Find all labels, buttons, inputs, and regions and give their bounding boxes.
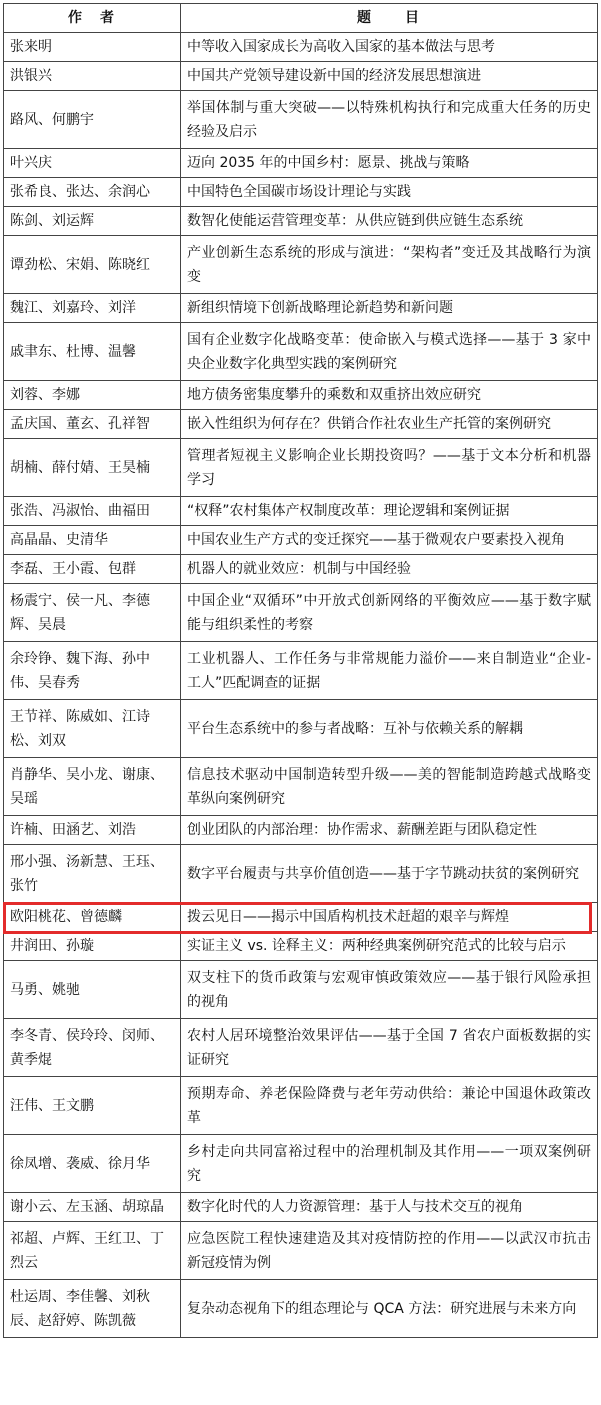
author-cell: 余玲铮、魏下海、孙中伟、吴春秀 [4, 642, 181, 700]
author-cell: 张来明 [4, 33, 181, 62]
table-row [4, 62, 598, 91]
table-row [4, 584, 598, 642]
author-cell: 陈剑、刘运辉 [4, 207, 181, 236]
title-cell: 乡村走向共同富裕过程中的治理机制及其作用——一项双案例研究 [181, 1135, 598, 1193]
table-row [4, 33, 598, 62]
table-row [4, 439, 598, 497]
table-row [4, 903, 598, 932]
table-row [4, 1222, 598, 1280]
author-cell: 高晶晶、史清华 [4, 526, 181, 555]
author-cell: 叶兴庆 [4, 149, 181, 178]
table-row [4, 816, 598, 845]
table-row [4, 497, 598, 526]
title-cell: 中国农业生产方式的变迁探究——基于微观农户要素投入视角 [181, 526, 598, 555]
author-cell: 刘蓉、李娜 [4, 381, 181, 410]
author-cell: 祁超、卢辉、王红卫、丁烈云 [4, 1222, 181, 1280]
author-cell: 戚聿东、杜博、温馨 [4, 323, 181, 381]
title-cell: 中国特色全国碳市场设计理论与实践 [181, 178, 598, 207]
title-cell: 农村人居环境整治效果评估——基于全国 7 省农户面板数据的实证研究 [181, 1019, 598, 1077]
author-column-header: 作 者 [4, 4, 181, 33]
author-cell: 魏江、刘嘉玲、刘洋 [4, 294, 181, 323]
title-cell: 创业团队的内部治理：协作需求、薪酬差距与团队稳定性 [181, 816, 598, 845]
table-row [4, 149, 598, 178]
author-cell: 张浩、冯淑怡、曲福田 [4, 497, 181, 526]
title-cell: 数字化时代的人力资源管理：基于人与技术交互的视角 [181, 1193, 598, 1222]
title-cell: 中等收入国家成长为高收入国家的基本做法与思考 [181, 33, 598, 62]
table-row [4, 758, 598, 816]
title-cell: 国有企业数字化战略变革：使命嵌入与模式选择——基于 3 家中央企业数字化典型实践的案例研究 [181, 323, 598, 381]
paper-table [3, 3, 598, 1338]
table-row [4, 555, 598, 584]
title-cell: 中国共产党领导建设新中国的经济发展思想演进 [181, 62, 598, 91]
table-row [4, 207, 598, 236]
title-column-header: 题 目 [181, 4, 598, 33]
author-cell: 汪伟、王文鹏 [4, 1077, 181, 1135]
table-row [4, 526, 598, 555]
author-cell: 邢小强、汤新慧、王珏、张竹 [4, 845, 181, 903]
title-cell: 地方债务密集度攀升的乘数和双重挤出效应研究 [181, 381, 598, 410]
title-cell: 数智化使能运营管理变革：从供应链到供应链生态系统 [181, 207, 598, 236]
title-cell: “权释”农村集体产权制度改革：理论逻辑和案例证据 [181, 497, 598, 526]
table-row [4, 91, 598, 149]
table-row [4, 1019, 598, 1077]
title-cell: 举国体制与重大突破——以特殊机构执行和完成重大任务的历史经验及启示 [181, 91, 598, 149]
author-cell: 李冬青、侯玲玲、闵师、黄季焜 [4, 1019, 181, 1077]
table-row [4, 700, 598, 758]
paper-list [3, 3, 597, 1338]
author-cell: 谭劲松、宋娟、陈晓红 [4, 236, 181, 294]
author-cell: 王节祥、陈威如、江诗松、刘双 [4, 700, 181, 758]
table-row [4, 961, 598, 1019]
author-cell: 张希良、张达、余润心 [4, 178, 181, 207]
table-row [4, 1077, 598, 1135]
author-cell: 杜运周、李佳馨、刘秋辰、赵舒婷、陈凯薇 [4, 1280, 181, 1338]
author-cell: 杨震宁、侯一凡、李德辉、吴晨 [4, 584, 181, 642]
author-cell: 许楠、田涵艺、刘浩 [4, 816, 181, 845]
author-cell: 欧阳桃花、曾德麟 [4, 903, 181, 932]
author-cell: 路风、何鹏宇 [4, 91, 181, 149]
author-cell: 李磊、王小霞、包群 [4, 555, 181, 584]
title-cell: 产业创新生态系统的形成与演进：“架构者”变迁及其战略行为演变 [181, 236, 598, 294]
table-body [4, 33, 598, 1338]
author-cell: 孟庆国、董玄、孔祥智 [4, 410, 181, 439]
title-cell: 复杂动态视角下的组态理论与 QCA 方法：研究进展与未来方向 [181, 1280, 598, 1338]
table-row [4, 381, 598, 410]
title-cell: 双支柱下的货币政策与宏观审慎政策效应——基于银行风险承担的视角 [181, 961, 598, 1019]
table-row [4, 1193, 598, 1222]
title-cell: 数字平台履责与共享价值创造——基于字节跳动扶贫的案例研究 [181, 845, 598, 903]
title-cell: 拨云见日——揭示中国盾构机技术赶超的艰辛与辉煌 [181, 903, 598, 932]
table-header-row [4, 4, 598, 33]
table-row [4, 323, 598, 381]
author-cell: 肖静华、吴小龙、谢康、吴瑶 [4, 758, 181, 816]
title-cell: 信息技术驱动中国制造转型升级——美的智能制造跨越式战略变革纵向案例研究 [181, 758, 598, 816]
table-row [4, 410, 598, 439]
table-row [4, 1135, 598, 1193]
table-row [4, 236, 598, 294]
table-row [4, 178, 598, 207]
table-row [4, 642, 598, 700]
table-row [4, 294, 598, 323]
author-cell: 胡楠、薛付婧、王昊楠 [4, 439, 181, 497]
title-cell: 预期寿命、养老保险降费与老年劳动供给：兼论中国退休政策改革 [181, 1077, 598, 1135]
title-cell: 工业机器人、工作任务与非常规能力溢价——来自制造业“企业-工人”匹配调查的证据 [181, 642, 598, 700]
author-cell: 马勇、姚驰 [4, 961, 181, 1019]
author-cell: 洪银兴 [4, 62, 181, 91]
title-cell: 应急医院工程快速建造及其对疫情防控的作用——以武汉市抗击新冠疫情为例 [181, 1222, 598, 1280]
table-row [4, 932, 598, 961]
title-cell: 新组织情境下创新战略理论新趋势和新问题 [181, 294, 598, 323]
table-row [4, 1280, 598, 1338]
title-cell: 管理者短视主义影响企业长期投资吗？——基于文本分析和机器学习 [181, 439, 598, 497]
title-cell: 迈向 2035 年的中国乡村：愿景、挑战与策略 [181, 149, 598, 178]
table-row [4, 845, 598, 903]
author-cell: 谢小云、左玉涵、胡琼晶 [4, 1193, 181, 1222]
author-cell: 井润田、孙璇 [4, 932, 181, 961]
title-cell: 嵌入性组织为何存在？供销合作社农业生产托管的案例研究 [181, 410, 598, 439]
title-cell: 机器人的就业效应：机制与中国经验 [181, 555, 598, 584]
title-cell: 平台生态系统中的参与者战略：互补与依赖关系的解耦 [181, 700, 598, 758]
title-cell: 中国企业“双循环”中开放式创新网络的平衡效应——基于数字赋能与组织柔性的考察 [181, 584, 598, 642]
title-cell: 实证主义 vs. 诠释主义：两种经典案例研究范式的比较与启示 [181, 932, 598, 961]
author-cell: 徐凤增、袭威、徐月华 [4, 1135, 181, 1193]
